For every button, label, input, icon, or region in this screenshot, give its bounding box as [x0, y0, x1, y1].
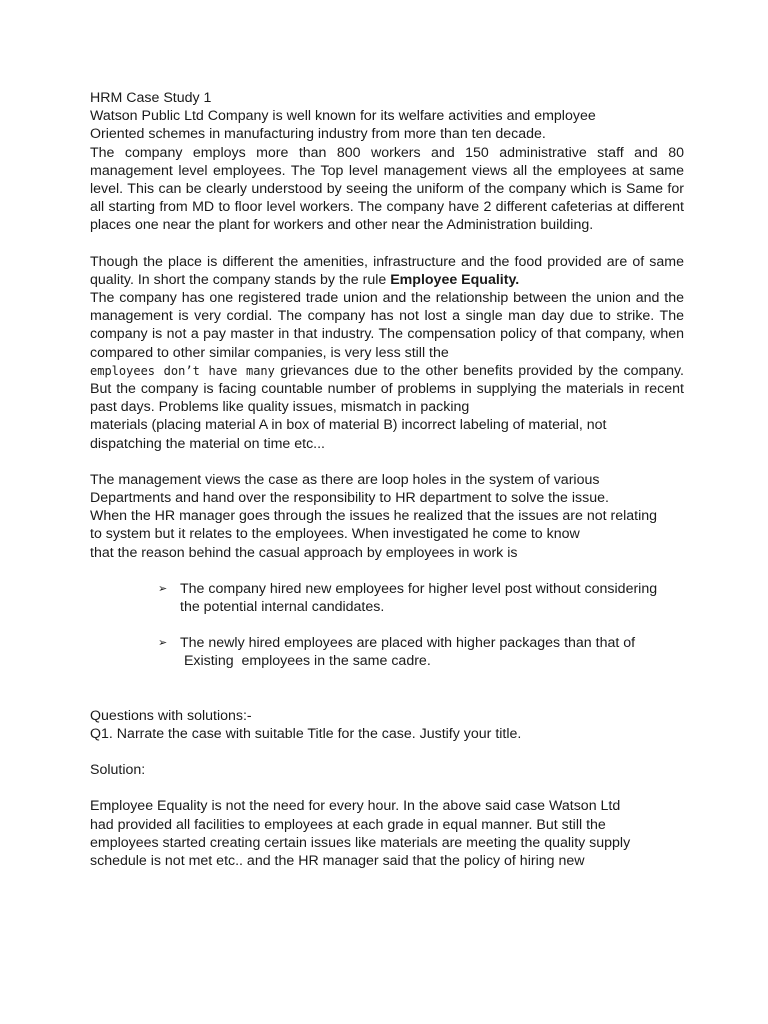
union-line-c: materials (placing material A in box of material B) incorrect labeling of material, not: [90, 417, 607, 434]
solution-label: Solution:: [90, 762, 146, 779]
union-text-a: The company has one registered trade union and the relationship between the union and the management is very cordial. The company has not lost a single man day due to strike. The company is not a pay master in that industry. The compensation policy of that company, when compared to other similar companies, is very less still the: [90, 290, 684, 361]
question-1: Q1. Narrate the case with suitable Title for the case. Justify your title.: [90, 725, 522, 742]
union-text-b-rest: grievances due to the other benefits provided by the company. But the company is facing countable number of problems in supplying the materials in recent past days. Problems like quality issues, mismatch in packing: [90, 362, 684, 416]
equality-emphasis: Employee Equality.: [390, 271, 520, 288]
union-line-d: dispatching the material on time etc...: [90, 435, 326, 452]
management-line-1: The management views the case as there are loop holes in the system of various: [90, 471, 600, 488]
management-line-4: to system but it relates to the employees. When investigated he come to know: [90, 526, 580, 543]
solution-line-1: Employee Equality is not the need for every hour. In the above said case Watson Ltd: [90, 798, 621, 815]
solution-line-4: schedule is not met etc.. and the HR manager said that the policy of hiring new: [90, 852, 585, 869]
spacer: [90, 743, 684, 761]
spacer: [90, 779, 684, 797]
intro-line-1: Watson Public Ltd Company is well known for its welfare activities and employee: [90, 108, 596, 125]
paragraph-management: [90, 471, 684, 562]
paragraph-equality: [90, 253, 684, 289]
reasons-list: [90, 580, 684, 671]
management-line-5: that the reason behind the casual approach by employees in work is: [90, 544, 518, 561]
union-mono-run: employees don’t have many: [90, 363, 275, 378]
spacer: [90, 235, 684, 253]
paragraph-workforce: The company employs more than 800 workers and 150 administrative staff and 80 management level employees. The Top level management views all the employees at same level. This can be clearly understood by seeing the uniform of the company which is Same for all starting from MD to floor level workers. The company have 2 different cafeterias at different places one near the plant for workers and other near the Administration building.: [90, 144, 684, 234]
union-text-b: [90, 362, 684, 417]
intro-line-2: Oriented schemes in manufacturing industry from more than ten decade.: [90, 126, 546, 143]
paragraph-union: [90, 289, 684, 453]
solution-line-3: employees started creating certain issues like materials are meeting the quality supply: [90, 834, 631, 851]
document-title: HRM Case Study 1: [90, 90, 212, 106]
reason-1-line-2: the potential internal candidates.: [180, 599, 385, 616]
list-item: [158, 634, 684, 670]
paragraph-solution: [90, 797, 684, 870]
reason-2-line-2: Existing employees in the same cadre.: [180, 653, 431, 670]
paragraph-intro: [90, 107, 684, 143]
management-line-3: When the HR manager goes through the issues he realized that the issues are not relating: [90, 508, 658, 525]
list-item: [158, 580, 684, 616]
solution-line-2: had provided all facilities to employees at each grade in equal manner. But still the: [90, 816, 606, 833]
spacer: [90, 453, 684, 471]
reason-2-line-1: The newly hired employees are placed with higher packages than that of: [180, 635, 636, 652]
reason-1-line-1: The company hired new employees for higher level post without considering: [180, 580, 658, 597]
equality-text: Though the place is different the amenities, infrastructure and the food provided are of same quality. In short the company stands by the rule: [90, 253, 684, 288]
arrow-bullet-icon: ➢: [158, 582, 168, 595]
management-line-2: Departments and hand over the responsibility to HR department to solve the issue.: [90, 490, 609, 507]
arrow-bullet-icon: ➢: [158, 637, 168, 650]
questions-heading: Questions with solutions:-: [90, 707, 252, 724]
spacer: [90, 689, 684, 707]
